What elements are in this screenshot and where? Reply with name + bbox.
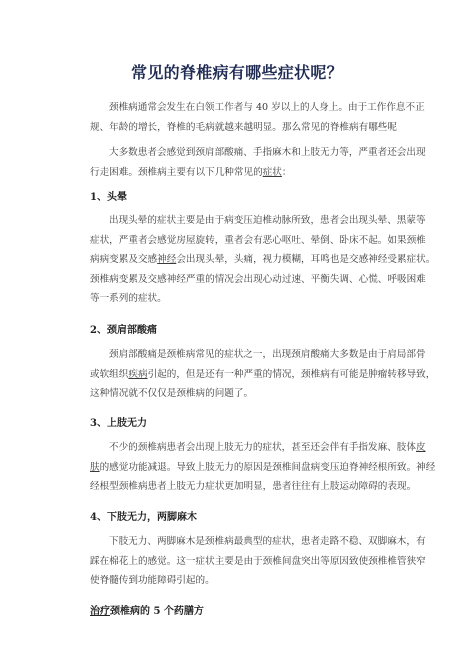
intro2-line-2 [90, 163, 390, 183]
section-heading-leg-weakness: 4、下肢无力，两脚麻木 [90, 512, 197, 523]
dizziness-line-1: 出现头晕的症状主要是由于病变压迫椎动脉所致，患者会出现头晕、黑蒙等 [109, 215, 426, 226]
neckpain-line-3: 这种情况就不仅仅是颈椎病的问题了。 [90, 388, 254, 400]
neckpain-line-2 [90, 365, 436, 385]
section-dizziness-body [90, 211, 436, 309]
arm-text-a: 不少的颈椎病患者会出现上肢无力的症状，甚至还会伴有手指发麻、肢体 [109, 442, 416, 453]
arm-line-3: 经根型颈椎病患者上肢无力症状更加明显，患者往往有上肢运动障碍的表现。 [90, 481, 417, 493]
arm-line-2 [90, 458, 436, 478]
intro-line-2: 规、年龄的增长，脊椎的毛病就越来越明显。那么常见的脊椎病有哪些呢 [90, 121, 397, 133]
leg-line-3: 使脊髓传到功能障碍引起的。 [90, 575, 215, 587]
page-title: 常见的脊椎病有哪些症状呢？ [131, 63, 343, 82]
dizziness-text-b: 会出现头晕，头痛，视力模糊，耳鸣也是交感神经受累症状。 [176, 254, 436, 266]
section-leg-weakness-body [90, 532, 426, 591]
skin-link-part2[interactable]: 肤 [90, 461, 100, 473]
neckpain-line-1: 颈肩部酸痛是颈椎病常见的症状之一，出现颈肩酸痛大多数是由于肩局部骨 [109, 349, 426, 360]
section-neck-pain-body [90, 345, 436, 404]
intro2-line-1: 大多数患者会感觉到颈肩部酸痛、手指麻木和上肢无力等，严重者还会出现 [109, 147, 426, 158]
recipes-heading [90, 602, 204, 617]
dizziness-text-a: 病病变累及交感 [90, 254, 158, 266]
dizziness-line-5: 等一系列的症状。 [90, 293, 167, 305]
section-heading-arm-weakness: 3、上肢无力 [90, 418, 147, 429]
skin-link-part1[interactable]: 皮 [416, 442, 426, 453]
arm-line-1 [90, 438, 426, 458]
symptoms-link[interactable]: 症状 [262, 166, 282, 178]
dizziness-line-4: 颈椎病变累及交感神经严重的情况会出现心动过速、平衡失调、心慌、呼吸困难 [90, 273, 426, 285]
section-arm-weakness-body [90, 438, 436, 497]
section-heading-dizziness: 1、头晕 [90, 192, 127, 203]
arm-text-b: 的感觉功能减退。导致上肢无力的原因是颈椎间盘病变压迫脊神经根所致。神经 [99, 461, 436, 473]
recipes-heading-text: 颈椎病的 5 个药膳方 [110, 606, 204, 617]
intro-paragraph [90, 98, 425, 137]
dizziness-line-2: 症状，严重者会感觉房屋旋转，重者会有恶心呕吐、晕倒、卧床不起。如果颈椎 [90, 234, 426, 246]
intro-line-1: 颈椎病通常会发生在白领工作者与 40 岁以上的人身上。由于工作作息不正 [109, 102, 425, 113]
treatment-link[interactable]: 治疗 [90, 606, 110, 617]
nerve-link[interactable]: 神经 [157, 254, 177, 266]
intro2-paragraph [90, 143, 426, 182]
intro2-colon: ： [281, 166, 292, 178]
section-heading-neck-pain: 2、颈肩部酸痛 [90, 325, 157, 336]
neckpain-text-b: 引起的，但是还有一种严重的情况，颈椎病有可能是肿瘤转移导致， [147, 368, 436, 380]
disease-link[interactable]: 疾病 [128, 368, 148, 380]
dizziness-line-3 [90, 250, 436, 270]
leg-line-1: 下肢无力、两脚麻木是颈椎病最典型的症状，患者走路不稳、双脚麻木，有 [109, 536, 426, 547]
intro2-text: 行走困难。颈椎病主要有以下几种常见的 [90, 166, 263, 178]
leg-line-2: 踩在棉花上的感觉。这一症状主要是由于颈椎间盘突出等原因致使颈椎椎管狭窄 [90, 555, 426, 567]
neckpain-text-a: 或软组织 [90, 368, 129, 380]
